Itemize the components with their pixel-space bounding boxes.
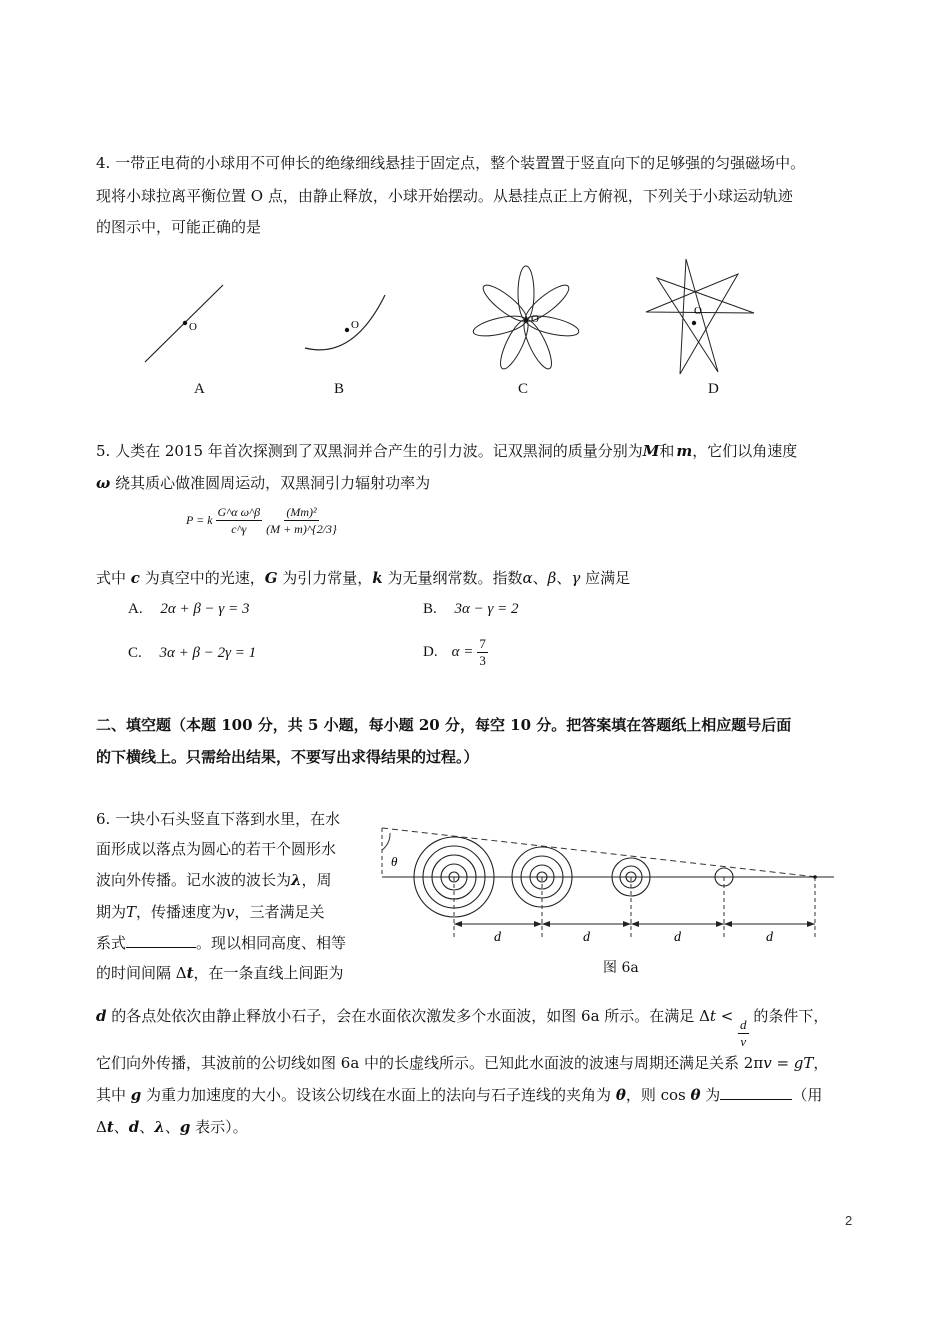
q6-text: 系式 xyxy=(96,934,127,952)
option-b-figure xyxy=(295,285,395,365)
page-number: 2 xyxy=(845,1213,853,1228)
q6-text: 为 xyxy=(700,1086,721,1104)
option-label: D. xyxy=(423,644,438,660)
q5-option-a xyxy=(128,601,249,618)
petal xyxy=(518,266,534,320)
q6-line-4 xyxy=(96,902,325,922)
q5-text: 、 xyxy=(532,569,548,587)
q6-text: ，三者满足关 xyxy=(234,903,325,921)
o-label: O xyxy=(351,319,359,331)
formula-den-2: (M + m)^{2/3} xyxy=(266,522,337,536)
section2-line-1: 二、填空题（本题 100 分，共 5 小题，每小题 20 分，每空 10 分。把答案填在答题纸上相应题号后面 xyxy=(96,716,792,734)
theta-label: θ xyxy=(391,854,398,869)
q6-text: 波向外传播。记水波的波长为 xyxy=(96,871,292,889)
var-beta: β xyxy=(547,569,557,587)
q6-text: 、 xyxy=(113,1118,129,1136)
q5-line-1 xyxy=(96,441,797,461)
spacing-label-d: d xyxy=(494,930,501,945)
var-k: k xyxy=(372,569,383,587)
q5-option-c xyxy=(128,645,256,662)
q6-text: 的时间间隔 Δ xyxy=(96,964,187,982)
var-theta: θ xyxy=(690,1086,701,1104)
power-formula xyxy=(186,504,337,537)
q5-text: ，它们以角速度 xyxy=(692,442,798,460)
q6-text: < xyxy=(715,1007,739,1025)
q5-text: 、 xyxy=(556,569,572,587)
common-tangent-line xyxy=(382,828,817,877)
q6-text: ， xyxy=(813,1054,829,1072)
var-t: t xyxy=(709,1007,716,1025)
q6-text: 为重力加速度的大小。设该公切线在水面上的法向与石子连线的夹角为 xyxy=(141,1086,616,1104)
q6-line-9 xyxy=(96,1085,822,1105)
var-alpha: α xyxy=(522,569,533,587)
var-lambda: λ xyxy=(154,1118,165,1136)
var-lambda: λ xyxy=(291,871,302,889)
var-c: c xyxy=(130,569,140,587)
o-label: O xyxy=(694,305,702,317)
trajectory-arc xyxy=(305,295,385,350)
q6-text: 的各点处依次由静止释放小石子，会在水面依次激发多个水面波，如图 6a 所示。在满足 Δ xyxy=(106,1007,710,1025)
var-v: v xyxy=(226,903,235,921)
option-a-figure xyxy=(135,275,235,375)
q6-line-3 xyxy=(96,870,332,890)
fraction-den: v xyxy=(740,1034,747,1049)
option-d-fraction xyxy=(477,636,488,669)
q4-line-2: 现将小球拉离平衡位置 O 点，由静止释放，小球开始摆动。从悬挂点正上方俯视，下列关于小球运动轨迹 xyxy=(96,187,793,205)
q6-text: 。现以相同高度、相等 xyxy=(196,934,347,952)
var-d: d xyxy=(96,1007,107,1025)
var-v: v xyxy=(763,1054,772,1072)
q5-option-b xyxy=(423,601,519,618)
q6-text: ，周 xyxy=(301,871,332,889)
o-label: O xyxy=(189,321,197,333)
q5-text: 应满足 xyxy=(580,569,631,587)
q6-line-8 xyxy=(96,1053,828,1073)
option-formula: α = xyxy=(451,644,474,660)
var-gT: gT xyxy=(793,1054,814,1072)
q6-text: Δ xyxy=(96,1118,107,1136)
option-a-label: A xyxy=(194,381,205,397)
q5-text: 绕其质心做准圆周运动，双黑洞引力辐射功率为 xyxy=(110,474,431,492)
var-m: m xyxy=(676,442,693,460)
q5-text: 为真空中的光速， xyxy=(139,569,265,587)
figure-6a-caption: 图 6a xyxy=(603,960,639,976)
section2-line-2: 的下横线上。只需给出结果，不要写出求得结果的过程。） xyxy=(96,748,479,766)
spacing-label-d: d xyxy=(674,930,681,945)
option-formula: 2α + β − γ = 3 xyxy=(160,601,250,617)
petal xyxy=(521,280,573,326)
o-point xyxy=(524,318,528,322)
spacing-label-d: d xyxy=(583,930,590,945)
var-g: g xyxy=(130,1086,142,1104)
q6-text: = xyxy=(771,1054,794,1072)
answer-blank-2[interactable] xyxy=(720,1085,792,1100)
q6-text: 它们向外传播，其波前的公切线如图 6a 中的长虚线所示。已知此水面波的波速与周期还满足关系 2π xyxy=(96,1054,764,1072)
o-label: O xyxy=(531,313,539,325)
formula-lhs: P = k xyxy=(186,513,213,527)
var-M: M xyxy=(642,442,660,460)
var-theta: θ xyxy=(615,1086,626,1104)
q5-line-2 xyxy=(96,473,430,493)
formula-den-1: c^γ xyxy=(231,522,247,536)
q5-text: 5. 人类在 2015 年首次探测到了双黑洞并合产生的引力波。记双黑洞的质量分别为 xyxy=(96,442,643,460)
option-label: B. xyxy=(423,601,437,617)
var-t: t xyxy=(106,1118,114,1136)
q5-text: 为无量纲常数。指数 xyxy=(382,569,523,587)
answer-blank-1[interactable] xyxy=(126,933,196,948)
q6-line-6 xyxy=(96,963,344,983)
var-d: d xyxy=(128,1118,140,1136)
formula-fraction-2 xyxy=(266,504,337,537)
formula-fraction-1 xyxy=(216,504,263,537)
petal xyxy=(479,280,531,326)
q5-line-3 xyxy=(96,568,630,588)
theta-arc xyxy=(382,833,390,850)
q6-line-10 xyxy=(96,1117,248,1137)
q4-line-3: 的图示中，可能正确的是 xyxy=(96,218,262,236)
q6-text: 的条件下， xyxy=(748,1007,829,1025)
q5-text: 为引力常量， xyxy=(277,569,373,587)
option-label: C. xyxy=(128,645,142,661)
var-G: G xyxy=(264,569,278,587)
drop-lines xyxy=(454,877,815,938)
fraction-num: 7 xyxy=(479,636,486,651)
o-point xyxy=(345,328,349,332)
q6-text: 表示）。 xyxy=(190,1118,248,1136)
option-b-label: B xyxy=(334,381,345,397)
option-formula: 3α + β − 2γ = 1 xyxy=(159,645,257,661)
o-point xyxy=(183,321,187,325)
var-g: g xyxy=(179,1118,191,1136)
petal xyxy=(472,312,528,340)
q5-text: 和 xyxy=(659,442,675,460)
q6-text: 、 xyxy=(164,1118,180,1136)
option-label: A. xyxy=(128,601,143,617)
option-c-label: C xyxy=(518,381,529,397)
q6-text: （用 xyxy=(792,1086,823,1104)
q6-text: ，传播速度为 xyxy=(136,903,227,921)
petal xyxy=(495,317,533,373)
q5-option-d xyxy=(423,636,488,669)
var-T: T xyxy=(126,903,137,921)
q6-line-7 xyxy=(96,1006,828,1050)
var-gamma: γ xyxy=(571,569,581,587)
figure-6a xyxy=(372,820,842,970)
option-c-figure xyxy=(466,262,586,382)
q6-text: 其中 xyxy=(96,1086,131,1104)
q6-text: ，则 cos xyxy=(625,1086,691,1104)
formula-num-1: G^α ω^β xyxy=(217,505,261,519)
fraction-den: 3 xyxy=(479,653,486,668)
option-formula: 3α − γ = 2 xyxy=(454,601,519,617)
q6-text: 、 xyxy=(139,1118,155,1136)
option-d-label: D xyxy=(708,381,719,397)
d-over-v-fraction xyxy=(738,1017,749,1050)
q5-text: 式中 xyxy=(96,569,131,587)
var-t: t xyxy=(186,964,194,982)
q6-line-1: 6. 一块小石头竖直下落到水里，在水 xyxy=(96,810,341,828)
q6-line-2: 面形成以落点为圆心的若干个圆形水 xyxy=(96,840,337,858)
option-d-figure xyxy=(638,255,768,385)
o-point xyxy=(692,321,696,325)
q6-line-5 xyxy=(96,933,346,953)
q4-line-1: 4. 一带正电荷的小球用不可伸长的绝缘细线悬挂于固定点，整个装置置于竖直向下的足够强的匀强磁场中。 xyxy=(96,154,806,172)
fraction-num: d xyxy=(740,1017,747,1032)
var-omega: ω xyxy=(96,474,111,492)
q6-text: ，在一条直线上间距为 xyxy=(193,964,344,982)
formula-num-2: (Mm)² xyxy=(286,505,317,519)
spacing-label-d: d xyxy=(766,930,773,945)
q6-text: 期为 xyxy=(96,903,127,921)
